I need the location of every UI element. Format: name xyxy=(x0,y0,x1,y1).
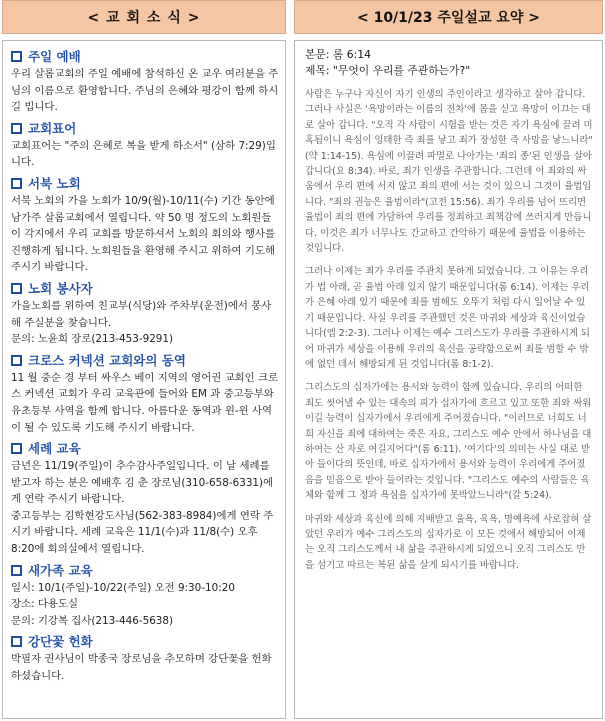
news-line: 장소: 다용도실 xyxy=(11,598,79,611)
news-section-label: 세례 교육 xyxy=(28,441,81,457)
church-news-column xyxy=(2,40,286,719)
sermon-summary-column xyxy=(294,40,603,719)
news-section-label: 주일 예배 xyxy=(28,49,81,64)
square-bullet-icon xyxy=(11,51,22,62)
news-section-body xyxy=(11,651,279,684)
square-bullet-icon xyxy=(11,565,22,576)
sermon-paragraph: 마귀와 세상과 육신에 의해 지배받고 울욕, 육욕, 명예욕에 사로잡혀 살았던 우리가 예수 그리스도의 십자가로 이 모든 것에서 해방되어 이제는 오직 그리스도께서 내 삶을 주관하시게 되었으니 오직 그리스도 만을 섬기고 따르는 복된 삶을 살게 되시기를 바랍니다. xyxy=(305,513,592,571)
news-section-title xyxy=(11,439,279,458)
square-bullet-icon xyxy=(11,443,22,454)
news-section-body xyxy=(11,138,279,171)
news-section-body xyxy=(11,193,279,276)
news-section-title xyxy=(11,47,279,66)
news-line: 문의: 기강복 집사(213-446-5638) xyxy=(11,614,174,627)
news-line: 중고등부는 김학현강도사님(562-383-8984)에게 연락 주시기 바랍니다. 세례 교육은 11/1(수)과 11/8(수) 오후 8:20에 회의실에서 열립니다. xyxy=(11,509,274,556)
news-section-title xyxy=(11,174,279,193)
square-bullet-icon xyxy=(11,283,22,294)
news-line: 11 월 중순 경 부터 싸우스 베이 지역의 영어권 교회인 크로스 커넥션 교회가 우리 교육관에 들어와 EM 과 중고등부와 유초등부 사역을 함께 합니다. 아름다운 동역과 윈-윈 사역이 될 수 있도록 기도해 주시기 바랍니다. xyxy=(11,371,279,434)
news-section-label: 서북 노회 xyxy=(28,175,81,191)
square-bullet-icon xyxy=(11,123,22,134)
sermon-title: 제목: "무엇이 우리를 주관하는가?" xyxy=(305,64,471,77)
news-section-label: 크로스 커넥션 교회와의 동역 xyxy=(28,352,186,368)
news-line: 서북 노회의 가을 노회가 10/9(월)-10/11(수) 기간 동안에 남가주 살롬교회에서 열립니다. 약 50 명 정도의 노회원들이 각지에서 우리 교회를 방문하셔서 노회의 회의와 행사를 진행하게 됩니다. 노회원들을 환영해 주시고 위하여 기도해 주시기 바랍니다. xyxy=(11,194,276,274)
news-section-label: 강단꽃 헌화 xyxy=(28,634,93,650)
news-line: 가을노회를 위하여 친교부(식당)와 주차부(운전)에서 봉사해 주실분을 찾습니다. xyxy=(11,299,272,329)
sermon-summary-header: < 10/1/23 주일설교 요약 > xyxy=(294,0,603,34)
news-line: 문의: 노윤희 장로(213-453-9291) xyxy=(11,333,174,346)
news-section-label: 새가족 교육 xyxy=(28,562,93,578)
news-section-title xyxy=(11,561,279,580)
sermon-body xyxy=(305,87,594,573)
news-section-label: 노회 봉사자 xyxy=(28,280,93,296)
news-line: 일시: 10/1(주일)-10/22(주일) 오전 9:30-10:20 xyxy=(11,581,235,594)
news-section-title xyxy=(11,279,279,298)
news-section-label: 교회표어 xyxy=(28,120,77,136)
sermon-paragraph: 그러나 이제는 죄가 우리를 주관치 못하게 되었습니다. 그 이유는 우리가 법 아래, 곧 율법 아래 있지 않기 때문입니다(롬 6:14). 이제는 우리가 은혜 아래 있기 때문에 죄를 범해도 오뚜기 처럼 다시 일어날 수 있기 때문입니다. 사실 우리를 주관했던 것은 마귀와 세상과 육신이었습니다(엡 2:2-3). 그러나 이제는 예수 그리스도가 우리를 주관하시게 되어 마귀가 세상을 이용해 우리의 육신을 공략함으로써 죄를 범할 수 밖에 없던 데서 해방되게 된 것입니다(롬 8:1-2). xyxy=(305,266,590,370)
news-line: 우리 살롬교회의 주일 예배에 참석하신 온 교우 여러분을 주님의 이름으로 환영합니다. 주님의 은혜와 평강이 함께 하시길 빕니다. xyxy=(11,68,279,114)
sermon-paragraph: 사람은 누구나 자신이 자기 인생의 주인이라고 생각하고 살아 갑니다. 그러나 사실은 '욕망이라는 이름의 전차'에 몸을 싣고 욕망이 이끄는 대로 살아 갑니다. "오직 각 사람이 시험을 받는 것은 자기 욕심에 끌려 미혹됨이니 욕심이 잉태한 즉 죄를 낳고 죄가 장성한 즉 사망을 낳느니라"(약 1:14-15). 욕심에 이끌려 파멸로 나아가는 '죄의 종'된 인생을 살아 갑니다(요 8:34). 바로, 죄가 인생을 주관합니다. 그런데 이 죄와의 싸움에서 우리 편에 서지 않고 죄의 편에 서는 것이 있으니 그것이 율법입니다. "죄의 권능은 율법이라"(고전 15:56). 죄가 우리를 넘어 뜨리면 율법이 죄의 편에 가담하여 우리를 정죄하고 죄책감에 쓰러지게 만듭니다. 이것은 죄가 너무나도 간교하고 간악하기 때문에 율법을 이용하는 것입니다. xyxy=(305,89,593,255)
square-bullet-icon xyxy=(11,355,22,366)
news-section-body xyxy=(11,298,279,348)
news-section-body xyxy=(11,370,279,436)
news-section-body xyxy=(11,580,279,630)
square-bullet-icon xyxy=(11,178,22,189)
news-section-title xyxy=(11,351,279,370)
news-section-body xyxy=(11,458,279,558)
church-news-header: < 교 회 소 식 > xyxy=(2,0,286,34)
news-line: 박필자 권사님이 박종국 장로님을 추모하며 강단꽃을 헌화 하셨습니다. xyxy=(11,653,272,683)
news-section-title xyxy=(11,119,279,138)
news-line: 교회표어는 "주의 은혜로 복을 받게 하소서" (삼하 7:29)입니다. xyxy=(11,139,276,169)
sermon-paragraph: 그리스도의 십자가에는 용서와 능력이 함께 있습니다. 우리의 어떠한 죄도 씻어낼 수 있는 대속의 피가 십자가에 흐르고 있고 또한 죄와 싸워 이길 능력이 십자가에서 우리에게 주어졌습니다. "이러므로 너희도 너희 자신을 죄에 대하여는 죽은 자요, 그리스도 예수 안에서 하나님을 대하여는 산 자로 여길지어다"(롬 6:11). '여기다'의 의미는 사실 대로 받아 들이다의 뜻인데, 바로 십자가에서 용서와 능력이 우리에게 주어졌음을 믿음으로 받아 들이라는 것입니다. "그리스도 예수의 사람들은 육체와 함께 그 정과 욕심을 십자가에 못박았느니라"(갈 5:24). xyxy=(305,382,592,502)
sermon-text-reference: 본문: 롬 6:14 xyxy=(305,48,372,61)
news-section-body xyxy=(11,66,279,116)
news-line: 금년은 11/19(주일)이 추수감사주일입니다. 이 날 세례를 받고자 하는 분은 예배후 김 춘 장로님(310-658-6331)에게 연락 주시기 바랍니다. xyxy=(11,460,274,506)
news-section-title xyxy=(11,632,279,651)
square-bullet-icon xyxy=(11,636,22,647)
